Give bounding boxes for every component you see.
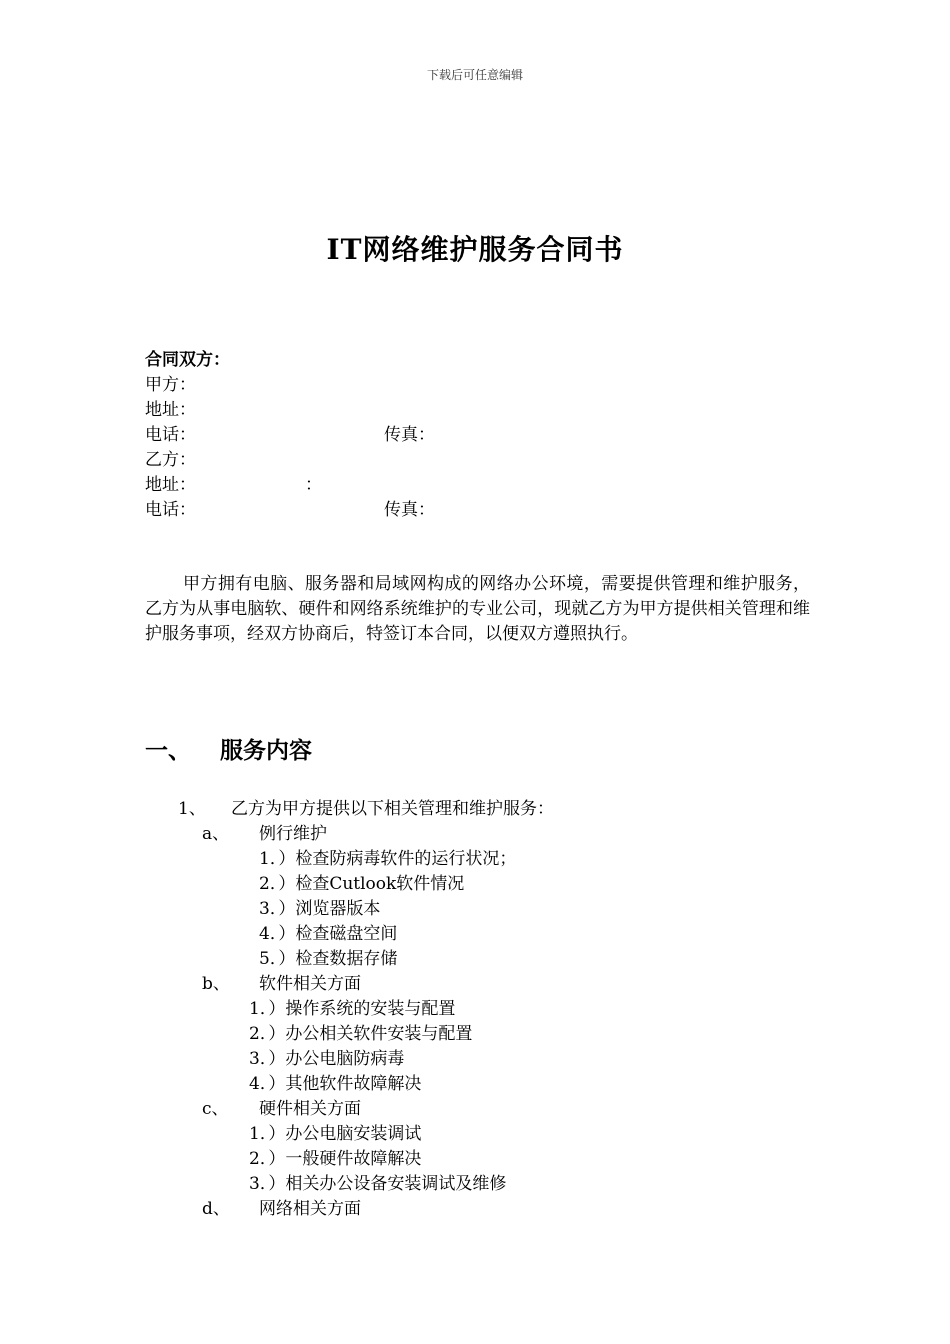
- party-b-label: 乙方：: [145, 450, 196, 470]
- list-item: 5．）检查数据存储: [259, 949, 398, 969]
- list-item: 3．）办公电脑防病毒: [249, 1049, 405, 1069]
- intro-paragraph: 甲方拥有电脑、服务器和局域网构成的网络办公环境，需要提供管理和维护服务，乙方为从事电脑软、硬件和网络系统维护的专业公司，现就乙方为甲方提供相关管理和维护服务事项，经双方协商后，特签订本合同，以便双方遵照执行。: [145, 574, 810, 644]
- subitem-d-marker: d、: [202, 1199, 230, 1219]
- party-b-address-label: 地址：: [145, 475, 196, 495]
- section-number: 一、: [145, 737, 191, 764]
- subitem-c-marker: c、: [202, 1099, 229, 1119]
- header-note: 下载后可任意编辑: [426, 68, 523, 82]
- list-item: 1．）操作系统的安装与配置: [249, 999, 456, 1019]
- party-a-address-label: 地址：: [145, 400, 196, 420]
- list-item: 2．）一般硬件故障解决: [249, 1149, 422, 1169]
- section-heading: [145, 732, 312, 765]
- item-1-text: 乙方为甲方提供以下相关管理和维护服务：: [231, 799, 554, 819]
- party-a-label: 甲方：: [145, 375, 196, 395]
- list-item: 4．）其他软件故障解决: [249, 1074, 422, 1094]
- item-1-marker: 1、: [178, 799, 206, 819]
- list-item: 2．）办公相关软件安装与配置: [249, 1024, 473, 1044]
- parties-heading: 合同双方：: [145, 350, 230, 370]
- subitem-a-text: 例行维护: [259, 824, 327, 844]
- list-item: 1．）检查防病毒软件的运行状况；: [259, 849, 517, 869]
- party-b-fax-label: 传真：: [384, 500, 435, 520]
- list-item: 4．）检查磁盘空间: [259, 924, 398, 944]
- party-b-address-colon: ：: [305, 475, 322, 495]
- subitem-c-text: 硬件相关方面: [259, 1099, 361, 1119]
- list-item: 2．）检查Cutlook软件情况: [259, 874, 465, 894]
- list-item: 3．）相关办公设备安装调试及维修: [249, 1174, 507, 1194]
- subitem-b-marker: b、: [202, 974, 230, 994]
- list-item: 3．）浏览器版本: [259, 899, 381, 919]
- list-item: 1．）办公电脑安装调试: [249, 1124, 422, 1144]
- party-a-phone-label: 电话：: [145, 425, 196, 445]
- section-title: 服务内容: [220, 737, 312, 764]
- document-title: IT网络维护服务合同书: [326, 233, 624, 266]
- subitem-b-text: 软件相关方面: [259, 974, 361, 994]
- party-a-fax-label: 传真：: [384, 425, 435, 445]
- party-b-phone-label: 电话：: [145, 500, 196, 520]
- subitem-d-text: 网络相关方面: [259, 1199, 361, 1219]
- subitem-a-marker: a、: [202, 824, 230, 844]
